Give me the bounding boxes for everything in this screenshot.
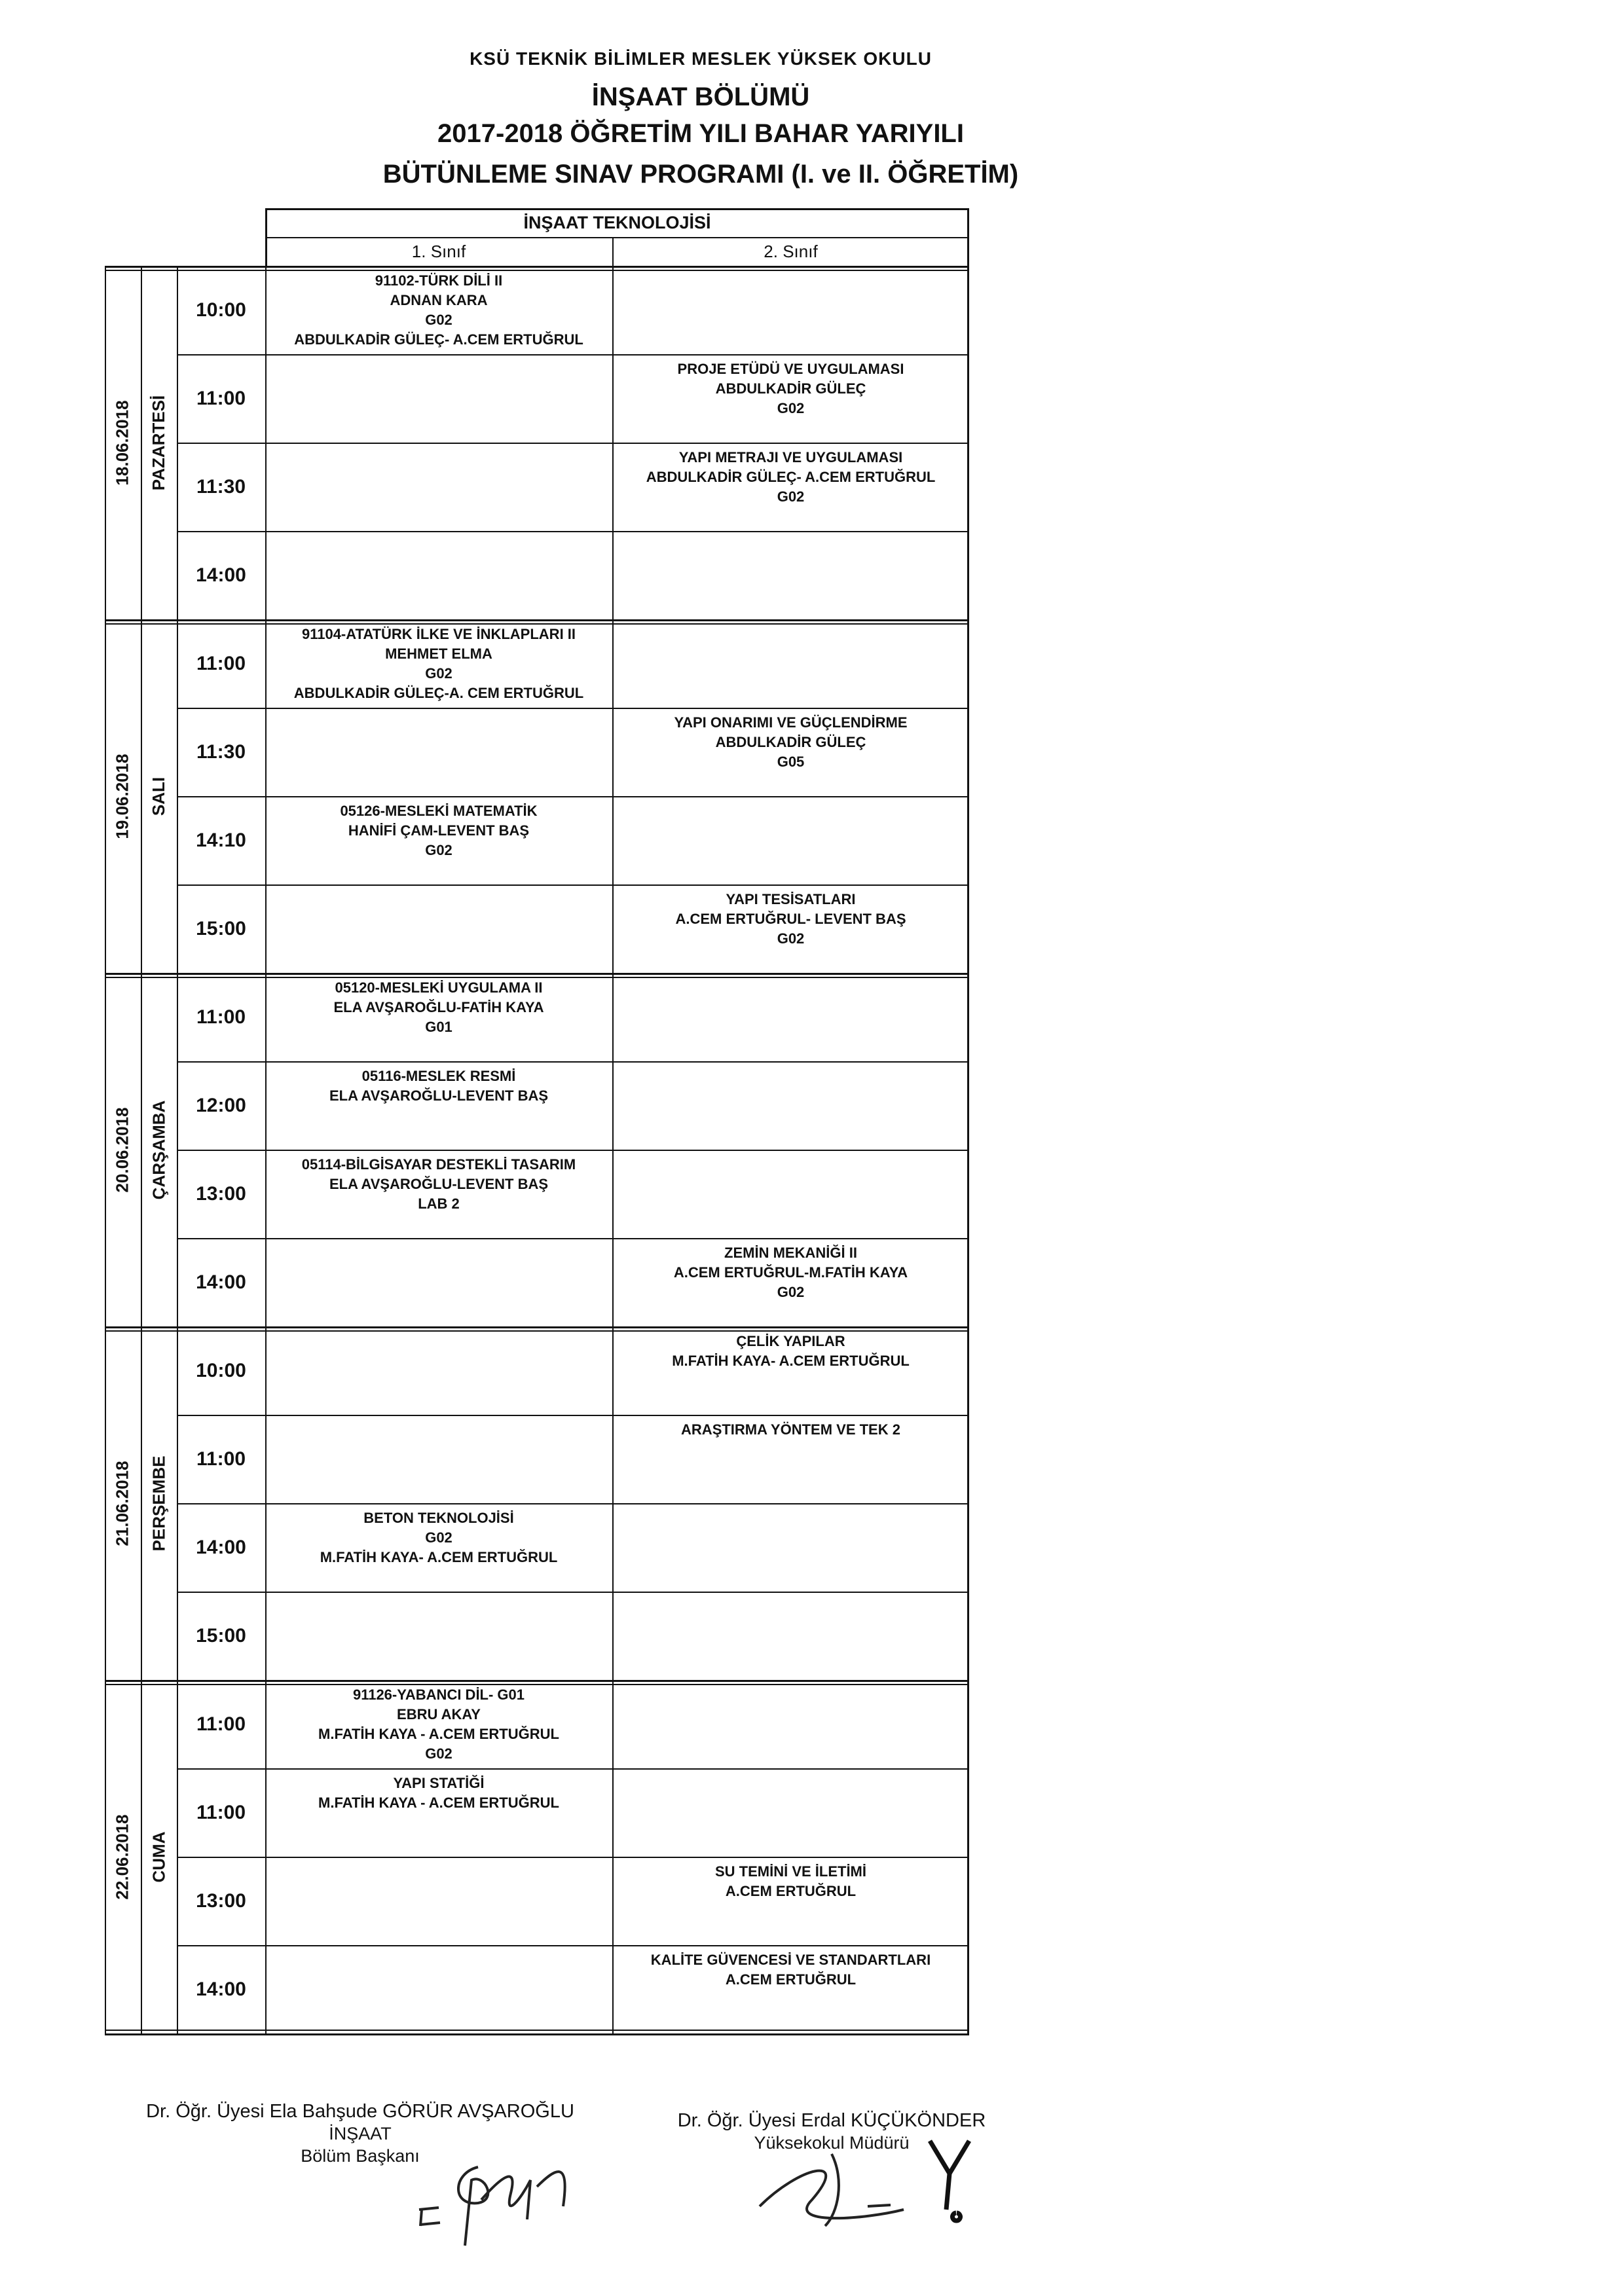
grid-line [177, 796, 969, 797]
exam-line: G02 [777, 1284, 805, 1300]
exam-day-label: SALI [149, 776, 169, 816]
exam-line: ELA AVŞAROĞLU-LEVENT BAŞ [329, 1176, 549, 1192]
institution-name: KSÜ TEKNİK BİLİMLER MESLEK YÜKSEK OKULU [470, 48, 932, 69]
exam-line: 91126-YABANCI DİL- G01 [352, 1686, 525, 1703]
exam-time: 11:00 [196, 1713, 246, 1735]
grid-line [105, 2033, 969, 2035]
grid-line [177, 1592, 969, 1593]
exam-line: LAB 2 [418, 1195, 460, 1212]
program-title: BÜTÜNLEME SINAV PROGRAMI (I. ve II. ÖĞRETİM) [382, 160, 1019, 189]
exam-day-label: PAZARTESİ [149, 395, 169, 490]
exam-time: 11:00 [196, 1801, 246, 1823]
exam-time: 15:00 [196, 1624, 246, 1647]
exam-cell-class-2 [612, 359, 969, 443]
exam-time: 10:00 [196, 299, 246, 321]
exam-day [141, 1680, 177, 2033]
exam-line: 05114-BİLGİSAYAR DESTEKLİ TASARIM [301, 1156, 576, 1173]
exam-schedule-table [105, 208, 969, 2048]
exam-time: 14:10 [196, 829, 246, 851]
exam-time: 15:00 [196, 917, 246, 939]
exam-cell-class-1 [265, 890, 612, 973]
exam-time: 14:00 [196, 1536, 246, 1558]
exam-cell-class-2 [612, 1155, 969, 1238]
exam-line: M.FATİH KAYA- A.CEM ERTUĞRUL [672, 1353, 910, 1369]
exam-line: ZEMİN MEKANİĞİ II [724, 1245, 857, 1261]
exam-cell-class-2 [612, 536, 969, 619]
exam-line: G02 [425, 665, 452, 682]
exam-date-label: 20.06.2018 [113, 1106, 133, 1193]
exam-day-label: CUMA [149, 1831, 168, 1882]
exam-cell-class-2 [612, 1685, 969, 1768]
handwritten-signature-left [406, 2147, 602, 2252]
grid-line [177, 1768, 969, 1770]
exam-day-label: PERŞEMBE [149, 1455, 169, 1551]
exam-cell-class-1 [265, 1862, 612, 1945]
exam-time: 14:00 [196, 1271, 246, 1293]
grid-line [177, 266, 178, 2033]
exam-time: 11:00 [196, 652, 246, 674]
exam-date-label: 18.06.2018 [113, 399, 133, 486]
exam-line: YAPI ONARIMI VE GÜÇLENDİRME [674, 714, 908, 731]
grid-line [967, 266, 969, 2033]
exam-time: 10:00 [196, 1359, 246, 1381]
grid-line [105, 266, 106, 2033]
exam-line: EBRU AKAY [397, 1706, 481, 1722]
exam-cell-class-1 [265, 1774, 612, 1857]
exam-cell-class-2 [612, 1597, 969, 1680]
grid-line [177, 1503, 969, 1504]
exam-line: 05126-MESLEKİ MATEMATİK [340, 803, 538, 819]
term-title: 2017-2018 ÖĞRETİM YILI BAHAR YARIYILI [437, 119, 964, 148]
exam-line: A.CEM ERTUĞRUL- LEVENT BAŞ [675, 911, 906, 927]
exam-cell-class-1 [265, 713, 612, 796]
grid-line [177, 531, 969, 532]
exam-line: ARAŞTIRMA YÖNTEM VE TEK 2 [681, 1421, 900, 1438]
signer-title-left: Bölüm Başkanı [301, 2146, 420, 2166]
grid-line [177, 884, 969, 886]
exam-line: G02 [425, 1745, 452, 1762]
signer-dept-left: İNŞAAT [329, 2124, 392, 2143]
exam-cell-class-1 [265, 978, 612, 1061]
exam-time: 11:00 [196, 1448, 246, 1470]
exam-time: 11:00 [196, 1006, 246, 1028]
exam-date [105, 973, 141, 1326]
signer-name-left: Dr. Öğr. Üyesi Ela Bahşude GÖRÜR AVŞAROĞLU [146, 2101, 574, 2122]
exam-date [105, 619, 141, 973]
exam-line: ABDULKADİR GÜLEÇ- A.CEM ERTUĞRUL [294, 331, 583, 348]
grid-line [177, 1061, 969, 1063]
exam-cell-class-2 [612, 801, 969, 884]
grid-line [177, 1857, 969, 1858]
exam-line: ADNAN KARA [390, 292, 488, 308]
exam-day [141, 1326, 177, 1680]
exam-line: KALİTE GÜVENCESİ VE STANDARTLARI [650, 1952, 931, 1968]
exam-line: ABDULKADİR GÜLEÇ-A. CEM ERTUĞRUL [293, 685, 584, 701]
exam-line: SU TEMİNİ VE İLETİMİ [714, 1863, 866, 1880]
exam-cell-class-1 [265, 448, 612, 531]
exam-day [141, 266, 177, 619]
signer-name-right: Dr. Öğr. Üyesi Erdal KÜÇÜKÖNDER [677, 2110, 986, 2131]
exam-cell-class-1 [265, 536, 612, 619]
exam-cell-class-1 [265, 1950, 612, 2033]
column-header-2: 2. Sınıf [764, 242, 818, 261]
exam-cell-class-1 [265, 1420, 612, 1503]
exam-date [105, 1326, 141, 1680]
exam-line: A.CEM ERTUĞRUL [725, 1883, 857, 1899]
exam-day [141, 619, 177, 973]
grid-line [265, 266, 267, 2033]
exam-line: ABDULKADİR GÜLEÇ [715, 380, 866, 397]
exam-cell-class-2 [612, 978, 969, 1061]
grid-line [177, 1415, 969, 1416]
exam-cell-class-1 [265, 1597, 612, 1680]
exam-time: 11:30 [196, 475, 246, 498]
exam-cell-class-1 [265, 1685, 612, 1768]
grid-line [177, 1238, 969, 1239]
exam-cell-class-2 [612, 1420, 969, 1503]
exam-cell-class-1 [265, 359, 612, 443]
grid-line [177, 708, 969, 709]
exam-line: G01 [425, 1019, 452, 1035]
exam-time: 11:00 [196, 387, 246, 409]
department-name: İNŞAAT BÖLÜMÜ [591, 82, 810, 111]
grid-line [265, 208, 969, 210]
grid-line [265, 237, 969, 238]
grid-line [177, 1150, 969, 1151]
grid-line [105, 2030, 969, 2031]
exam-line: G02 [425, 312, 452, 328]
exam-line: 05116-MESLEK RESMİ [361, 1068, 516, 1084]
exam-day [141, 973, 177, 1326]
exam-line: G02 [777, 488, 805, 505]
exam-cell-class-2 [612, 271, 969, 354]
exam-line: M.FATİH KAYA - A.CEM ERTUĞRUL [318, 1726, 559, 1742]
exam-line: MEHMET ELMA [385, 646, 492, 662]
exam-line: ÇELİK YAPILAR [736, 1333, 845, 1349]
exam-time: 14:00 [196, 1978, 246, 2000]
exam-line: PROJE ETÜDÜ VE UYGULAMASI [677, 361, 904, 377]
exam-line: 91102-TÜRK DİLİ II [375, 272, 503, 289]
exam-cell-class-2 [612, 713, 969, 796]
exam-line: A.CEM ERTUĞRUL [725, 1971, 857, 1988]
grid-line [141, 266, 142, 2033]
exam-line: A.CEM ERTUĞRUL-M.FATİH KAYA [673, 1264, 908, 1281]
exam-line: G02 [777, 930, 805, 947]
exam-line: 05120-MESLEKİ UYGULAMA II [335, 979, 543, 996]
grid-line [177, 1945, 969, 1946]
exam-line: ELA AVŞAROĞLU-LEVENT BAŞ [329, 1087, 549, 1104]
exam-date [105, 266, 141, 619]
exam-cell-class-1 [265, 1066, 612, 1150]
column-header-1: 1. Sınıf [411, 242, 466, 261]
exam-cell-class-2 [612, 1332, 969, 1415]
grid-line [177, 354, 969, 355]
exam-cell-class-1 [265, 1508, 612, 1592]
exam-cell-class-2 [612, 448, 969, 531]
grid-line [612, 266, 614, 2033]
signer-title-right: Yüksekokul Müdürü [754, 2133, 910, 2153]
exam-time: 14:00 [196, 564, 246, 586]
exam-date [105, 1680, 141, 2033]
exam-day-label: ÇARŞAMBA [149, 1100, 169, 1199]
exam-line: YAPI STATİĞİ [393, 1775, 485, 1791]
exam-time: 13:00 [196, 1889, 246, 1912]
grid-line [967, 208, 969, 266]
exam-date-label: 21.06.2018 [113, 1460, 133, 1546]
exam-line: ABDULKADİR GÜLEÇ- A.CEM ERTUĞRUL [646, 469, 936, 485]
exam-line: G02 [777, 400, 805, 416]
exam-cell-class-2 [612, 890, 969, 973]
exam-line: M.FATİH KAYA - A.CEM ERTUĞRUL [318, 1795, 559, 1811]
exam-cell-class-1 [265, 625, 612, 708]
exam-cell-class-2 [612, 1950, 969, 2033]
exam-line: M.FATİH KAYA- A.CEM ERTUĞRUL [320, 1549, 558, 1565]
program-column-title: İNŞAAT TEKNOLOJİSİ [523, 213, 711, 232]
exam-cell-class-2 [612, 1774, 969, 1857]
exam-time: 12:00 [196, 1094, 246, 1116]
exam-cell-class-2 [612, 1066, 969, 1150]
exam-cell-class-2 [612, 625, 969, 708]
exam-time: 11:30 [196, 740, 246, 763]
exam-line: YAPI TESİSATLARI [726, 891, 856, 907]
exam-cell-class-1 [265, 1155, 612, 1238]
exam-line: G02 [425, 1529, 452, 1546]
exam-line: HANİFİ ÇAM-LEVENT BAŞ [348, 822, 530, 839]
exam-line: G02 [425, 842, 452, 858]
exam-line: 91104-ATATÜRK İLKE VE İNKLAPLARI II [301, 626, 576, 642]
exam-line: ELA AVŞAROĞLU-FATİH KAYA [333, 999, 544, 1015]
exam-cell-class-1 [265, 1243, 612, 1326]
exam-line: BETON TEKNOLOJİSİ [363, 1510, 514, 1526]
exam-cell-class-2 [612, 1243, 969, 1326]
exam-cell-class-1 [265, 801, 612, 884]
exam-line: G05 [777, 754, 805, 770]
exam-line: YAPI METRAJI VE UYGULAMASI [678, 449, 903, 465]
grid-line [177, 443, 969, 444]
exam-date-label: 22.06.2018 [113, 1813, 133, 1900]
exam-time: 13:00 [196, 1182, 246, 1205]
exam-date-label: 19.06.2018 [113, 753, 133, 839]
exam-cell-class-1 [265, 1332, 612, 1415]
exam-cell-class-2 [612, 1508, 969, 1592]
handwritten-signature-right [733, 2128, 1008, 2232]
exam-cell-class-2 [612, 1862, 969, 1945]
grid-line [265, 208, 267, 266]
grid-line [612, 237, 614, 266]
exam-line: ABDULKADİR GÜLEÇ [715, 734, 866, 750]
exam-cell-class-1 [265, 271, 612, 354]
